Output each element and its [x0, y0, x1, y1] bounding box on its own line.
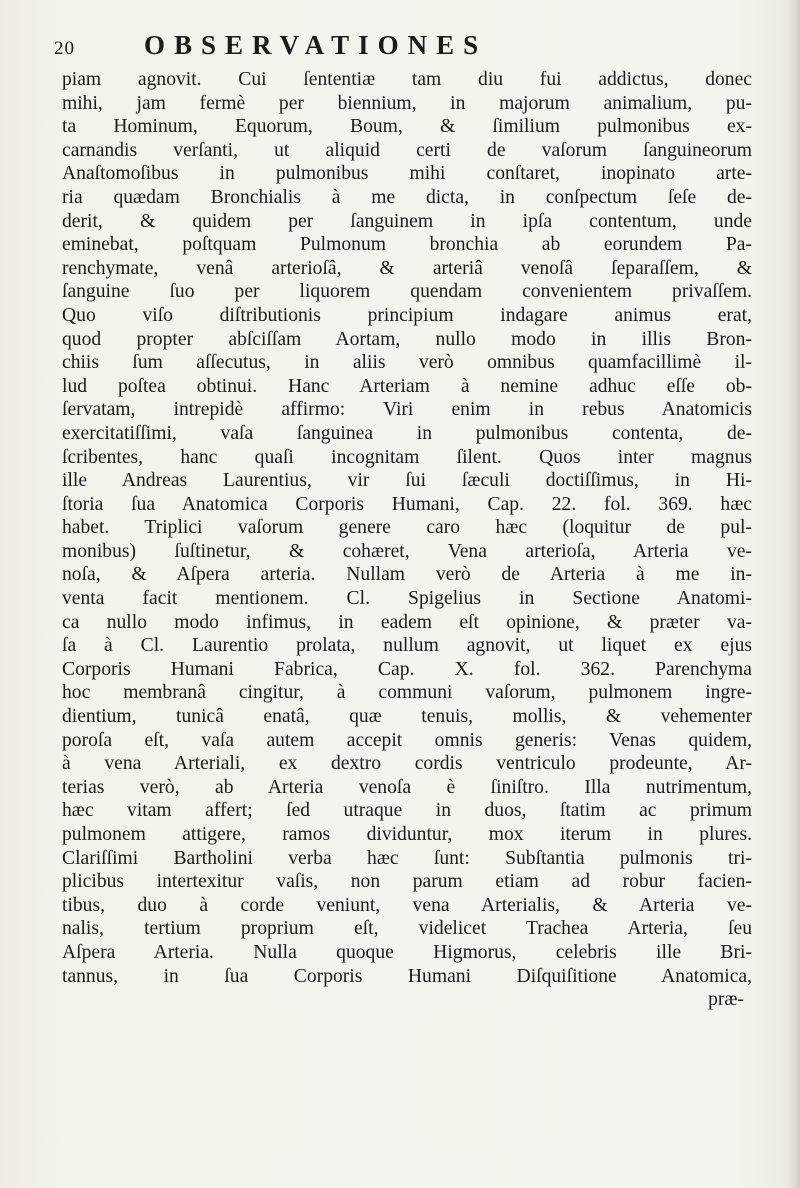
- text-line: ria quædam Bronchialis à me dicta, in conſpectum ſeſe de-: [62, 186, 752, 208]
- text-line: Corporis Humani Fabrica, Cap. X. fol. 362. Parenchyma: [62, 658, 752, 680]
- text-line: à vena Arteriali, ex dextro cordis ventriculo prodeunte, Ar-: [62, 753, 752, 775]
- body-text: [62, 68, 752, 1012]
- text-line: ſervatam, intrepidè affirmo: Viri enim in rebus Anatomicis: [62, 399, 752, 421]
- text-line: terias verò, ab Arteria venoſa è ſiniſtro. Illa nutrimentum,: [62, 776, 752, 798]
- text-line: chiis ſum aſſecutus, in aliis verò omnibus quamfacillimè il-: [62, 352, 752, 374]
- text-line: ſcribentes, hanc quaſi incognitam ſilent. Quos inter magnus: [62, 446, 752, 468]
- text-line: ſa à Cl. Laurentio prolata, nullum agnovit, ut liquet ex ejus: [62, 635, 752, 657]
- text-line: derit, & quidem per ſanguinem in ipſa contentum, unde: [62, 210, 752, 232]
- text-line: ta Hominum, Equorum, Boum, & ſimilium pulmonibus ex-: [62, 116, 752, 138]
- text-line: hoc membranâ cingitur, à communi vaſorum, pulmonem ingre-: [62, 682, 752, 704]
- catchword-text: præ-: [708, 989, 744, 1011]
- text-line: hæc vitam affert; ſed utraque in duos, ſtatim ac primum: [62, 800, 752, 822]
- page-edge-shadow: [786, 0, 800, 1188]
- text-line: ille Andreas Laurentius, vir ſui ſæculi doctiſſimus, in Hi-: [62, 470, 752, 492]
- text-line: Clariſſimi Bartholini verba hæc ſunt: Subſtantia pulmonis tri-: [62, 847, 752, 869]
- text-line: ſanguine ſuo per liquorem quendam convenientem privaſſem.: [62, 281, 752, 303]
- text-line: mihi, jam fermè per biennium, in majorum animalium, pu-: [62, 92, 752, 114]
- text-line: venta facit mentionem. Cl. Spigelius in Sectione Anatomi-: [62, 588, 752, 610]
- text-line: noſa, & Aſpera arteria. Nullam verò de Arteria à me in-: [62, 564, 752, 586]
- text-line: Aſpera Arteria. Nulla quoque Higmorus, celebris ille Bri-: [62, 941, 752, 963]
- text-line: dientium, tunicâ enatâ, quæ tenuis, mollis, & vehementer: [62, 706, 752, 728]
- text-line: exercitatiſſimi, vaſa ſanguinea in pulmonibus contenta, de-: [62, 422, 752, 444]
- text-line: pulmonem attigere, ramos dividuntur, mox iterum in plures.: [62, 824, 752, 845]
- page-header: [54, 30, 754, 64]
- text-line: tibus, duo à corde veniunt, vena Arterialis, & Arteria ve-: [62, 894, 752, 916]
- text-line: quod propter abſciſſam Aortam, nullo modo in illis Bron-: [62, 328, 752, 350]
- text-line: habet. Triplici vaſorum genere caro hæc (loquitur de pul-: [62, 517, 752, 539]
- text-line: monibus) ſuſtinetur, & cohæret, Vena arterioſa, Arteria ve-: [62, 540, 752, 562]
- text-line: carnandis verſanti, ut aliquid certi de vaſorum ſanguineorum: [62, 139, 752, 161]
- text-line: Quo viſo diſtributionis principium indagare animus erat,: [62, 304, 752, 326]
- running-head: OBSERVATIONES: [144, 30, 488, 60]
- text-line: piam agnovit. Cui ſententiæ tam diu fui addictus, donec: [62, 69, 752, 90]
- text-line: eminebat, poſtquam Pulmonum bronchia ab eorundem Pa-: [62, 234, 752, 256]
- text-line: nalis, tertium proprium eſt, videlicet Trachea Arteria, ſeu: [62, 918, 752, 940]
- text-line: plicibus intertexitur vaſis, non parum etiam ad robur facien-: [62, 871, 752, 893]
- text-line: tannus, in ſua Corporis Humani Diſquiſitione Anatomica,: [62, 965, 752, 987]
- text-line: ſtoria ſua Anatomica Corporis Humani, Cap. 22. fol. 369. hæc: [62, 493, 752, 515]
- text-line: Anaſtomoſibus in pulmonibus mihi conſtaret, inopinato arte-: [62, 163, 752, 185]
- text-line: ca nullo modo infimus, in eadem eſt opinione, & præter va-: [62, 611, 752, 633]
- text-line: renchymate, venâ arterioſâ, & arteriâ venoſâ ſeparaſſem, &: [62, 257, 752, 279]
- catchword: [62, 988, 752, 1012]
- text-line: lud poſtea obtinui. Hanc Arteriam à nemine adhuc eſſe ob-: [62, 375, 752, 397]
- text-line: poroſa eſt, vaſa autem accepit omnis generis: Venas quidem,: [62, 729, 752, 751]
- page-number: 20: [54, 38, 75, 59]
